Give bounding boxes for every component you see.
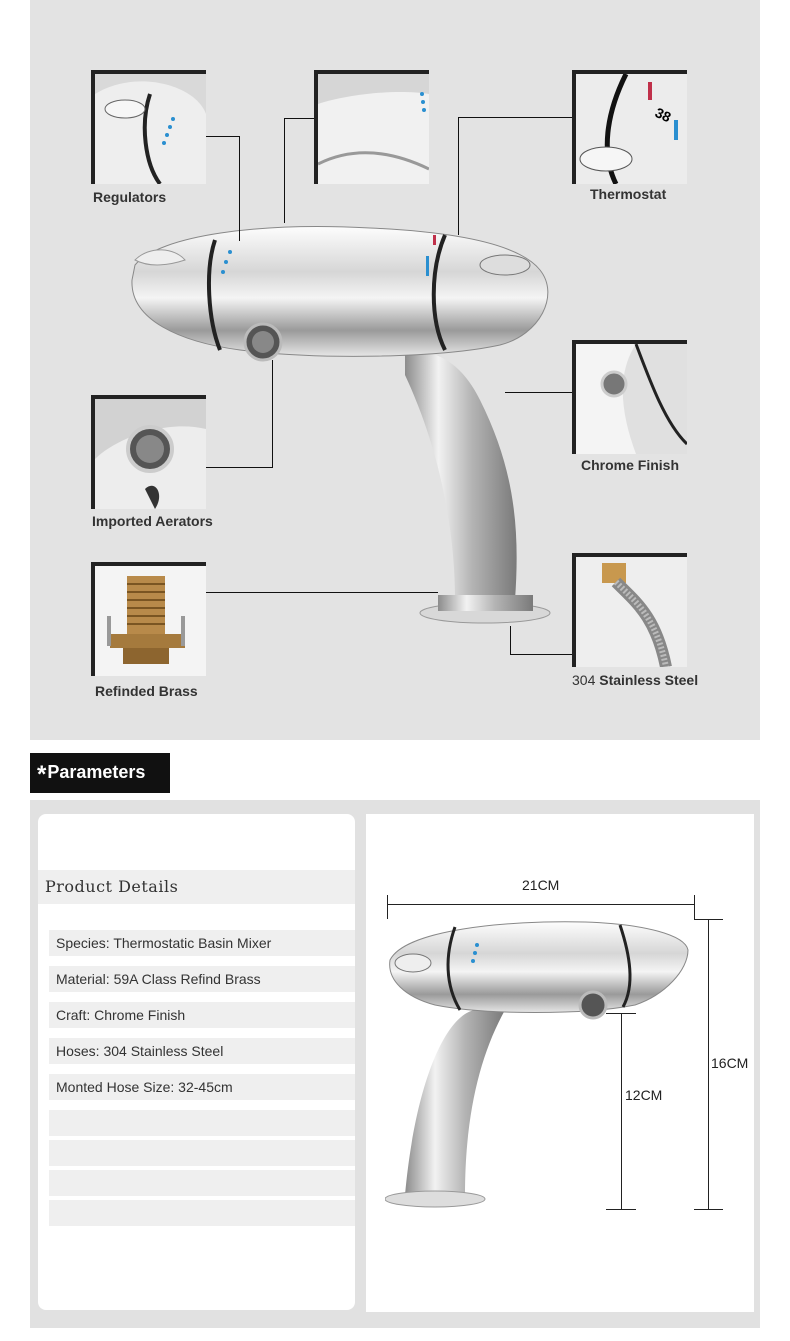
connector-line: [239, 136, 240, 241]
width-dimension-tick: [694, 895, 695, 919]
stainless-number: 304: [572, 672, 596, 688]
regulators-closeup-image: [91, 70, 206, 184]
stainless-steel-label: [572, 672, 698, 688]
width-dimension-label: 21CM: [522, 877, 560, 893]
brass-fitting-image: [91, 562, 206, 676]
thermostat-label: Thermostat: [590, 186, 667, 202]
chrome-finish-label: Chrome Finish: [581, 457, 680, 473]
connector-line: [505, 392, 573, 393]
connector-line: [284, 118, 285, 223]
height-dimension-line: [708, 919, 709, 1210]
detail-row: [49, 1200, 355, 1226]
thermostat-closeup-image: [572, 70, 687, 184]
height-dimension-tick: [694, 919, 723, 920]
faucet-dimension-image: [385, 915, 695, 1215]
connector-line: [510, 626, 511, 654]
stainless-hose-image: [572, 553, 687, 667]
regulators-label: Regulators: [93, 189, 167, 205]
detail-row: [49, 1140, 355, 1166]
width-dimension-line: [387, 904, 695, 905]
spout-dimension-tick: [606, 1013, 636, 1014]
parameters-heading: Parameters: [47, 762, 146, 782]
product-details-title: Product Details: [38, 870, 355, 904]
connector-line: [205, 592, 438, 593]
connector-line: [285, 118, 315, 119]
width-dimension-tick: [387, 895, 388, 919]
aerators-closeup-image: [91, 395, 206, 509]
connector-line: [205, 467, 272, 468]
detail-row: Hoses: 304 Stainless Steel: [49, 1038, 355, 1064]
chrome-body-closeup-image: [314, 70, 429, 184]
detail-row: Material: 59A Class Refind Brass: [49, 966, 355, 992]
detail-row: [49, 1110, 355, 1136]
detail-row: Monted Hose Size: 32-45cm: [49, 1074, 355, 1100]
detail-row: Craft: Chrome Finish: [49, 1002, 355, 1028]
connector-line: [510, 654, 573, 655]
thermostat-scale-text: 38: [652, 104, 674, 126]
refinded-brass-label: Refinded Brass: [95, 683, 198, 699]
star-icon: *: [37, 761, 47, 788]
height-dimension-label: 16CM: [711, 1055, 749, 1071]
spout-dimension-tick: [606, 1209, 636, 1210]
spout-dimension-line: [621, 1013, 622, 1210]
spout-dimension-label: 12CM: [625, 1087, 663, 1103]
detail-row: Species: Thermostatic Basin Mixer: [49, 930, 355, 956]
connector-line: [205, 136, 240, 137]
imported-aerators-label: Imported Aerators: [92, 513, 213, 529]
detail-row: [49, 1170, 355, 1196]
height-dimension-tick: [694, 1209, 723, 1210]
chrome-finish-closeup-image: [572, 340, 687, 454]
stainless-text: Stainless Steel: [599, 672, 699, 688]
connector-line: [458, 117, 459, 235]
connector-line: [272, 360, 273, 468]
connector-line: [458, 117, 574, 118]
parameters-tag: [30, 753, 170, 793]
